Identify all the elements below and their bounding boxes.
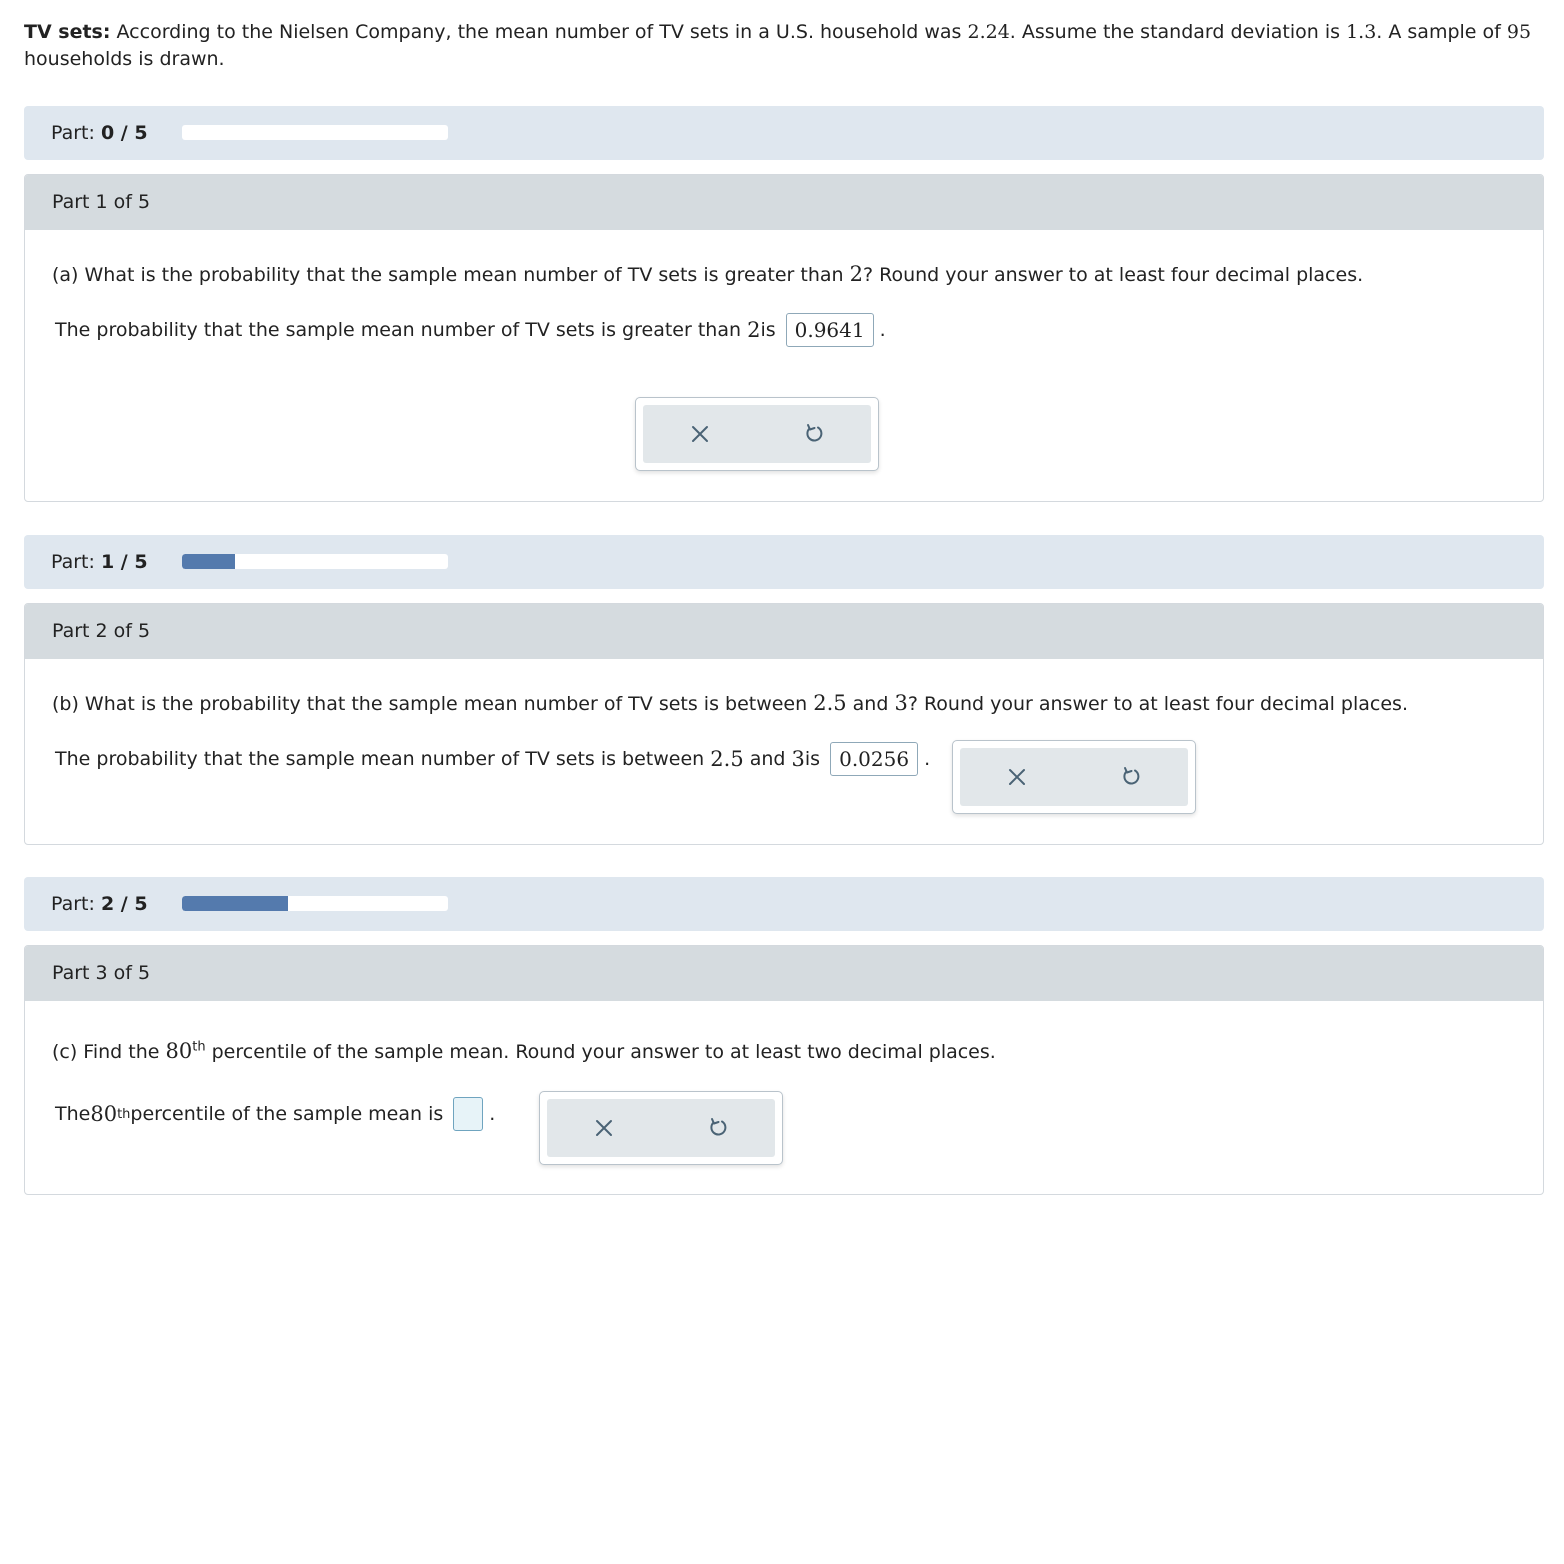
answer-line-c [55,1097,495,1131]
part-progress-bar [24,535,1544,589]
question-text: and [846,693,895,715]
answer-text: percentile of the sample mean is [130,1103,444,1125]
period: . [924,748,931,770]
progress-track [182,554,448,569]
undo-button[interactable] [661,1099,775,1157]
progress-value: 1 / 5 [100,551,148,573]
question-c [52,1039,996,1063]
answer-line-a [55,313,886,347]
progress-value: 0 / 5 [100,122,148,144]
question-a [52,262,1363,286]
clear-button[interactable] [643,405,757,463]
period: . [489,1103,496,1125]
answer-text: The probability that the sample mean number of TV sets is greater than [55,319,742,341]
clear-button[interactable] [547,1099,661,1157]
ordinal-suffix: th [192,1039,206,1055]
problem-statement [24,19,1534,73]
answer-text: is [760,319,776,341]
undo-icon [1120,766,1142,788]
close-icon [593,1117,615,1139]
answer-input-c[interactable] [453,1097,483,1131]
ordinal-suffix: th [117,1106,131,1122]
answer-number: 80 [90,1102,118,1126]
action-toolbar [643,405,871,463]
progress-label [51,535,148,589]
answer-number: 2.5 [710,747,744,771]
question-number: 2 [849,262,863,286]
question-text: (c) Find the [52,1041,166,1063]
question-number: 3 [894,691,908,715]
question-number: 2.5 [813,691,847,715]
action-panel [635,397,879,471]
action-toolbar [547,1099,775,1157]
answer-input-a[interactable]: 0.9641 [786,313,874,347]
progress-label-text: Part: [51,122,95,144]
answer-text: and [749,748,786,770]
answer-input-b[interactable]: 0.0256 [830,742,918,776]
undo-button[interactable] [757,405,871,463]
action-panel [539,1091,783,1165]
part-2-card [24,603,1544,845]
question-number: 80 [165,1039,193,1063]
question-b [52,691,1408,715]
problem-text: households is drawn. [24,48,225,70]
part-1-card [24,174,1544,502]
problem-text: . A sample of [1376,21,1507,43]
sd-value: 1.3 [1346,21,1377,43]
question-text: percentile of the sample mean. Round your answer to at least two decimal places. [205,1041,996,1063]
answer-text: is [804,748,821,770]
sample-size-value: 95 [1506,21,1532,43]
undo-icon [707,1117,729,1139]
part-progress-bar [24,106,1544,160]
part-progress-bar [24,877,1544,931]
close-icon [689,423,711,445]
action-toolbar [960,748,1188,806]
action-panel [952,740,1196,814]
close-icon [1006,766,1028,788]
progress-fill [182,896,288,911]
part-header: Part 2 of 5 [25,604,1543,659]
progress-label-text: Part: [51,893,95,915]
part-3-card [24,945,1544,1195]
mean-value: 2.24 [967,21,1010,43]
progress-label [51,877,148,931]
progress-value: 2 / 5 [100,893,148,915]
question-text: (b) What is the probability that the sample mean number of TV sets is between [52,693,814,715]
progress-label [51,106,148,160]
problem-text: . Assume the standard deviation is [1009,21,1347,43]
answer-text: The probability that the sample mean number of TV sets is between [55,748,705,770]
problem-text: According to the Nielsen Company, the mean number of TV sets in a U.S. household was [110,21,968,43]
question-text: ? Round your answer to at least four decimal places. [907,693,1408,715]
question-text: (a) What is the probability that the sample mean number of TV sets is greater than [52,264,850,286]
clear-button[interactable] [960,748,1074,806]
part-header: Part 1 of 5 [25,175,1543,230]
part-header: Part 3 of 5 [25,946,1543,1001]
progress-fill [182,554,235,569]
undo-icon [803,423,825,445]
period: . [879,319,886,341]
answer-text: The [55,1103,91,1125]
progress-label-text: Part: [51,551,95,573]
question-text: ? Round your answer to at least four decimal places. [862,264,1364,286]
problem-title: TV sets: [24,21,111,43]
undo-button[interactable] [1074,748,1188,806]
answer-number: 3 [791,747,805,771]
progress-track [182,896,448,911]
progress-track [182,125,448,140]
answer-number: 2 [747,318,761,342]
answer-line-b [55,742,930,776]
